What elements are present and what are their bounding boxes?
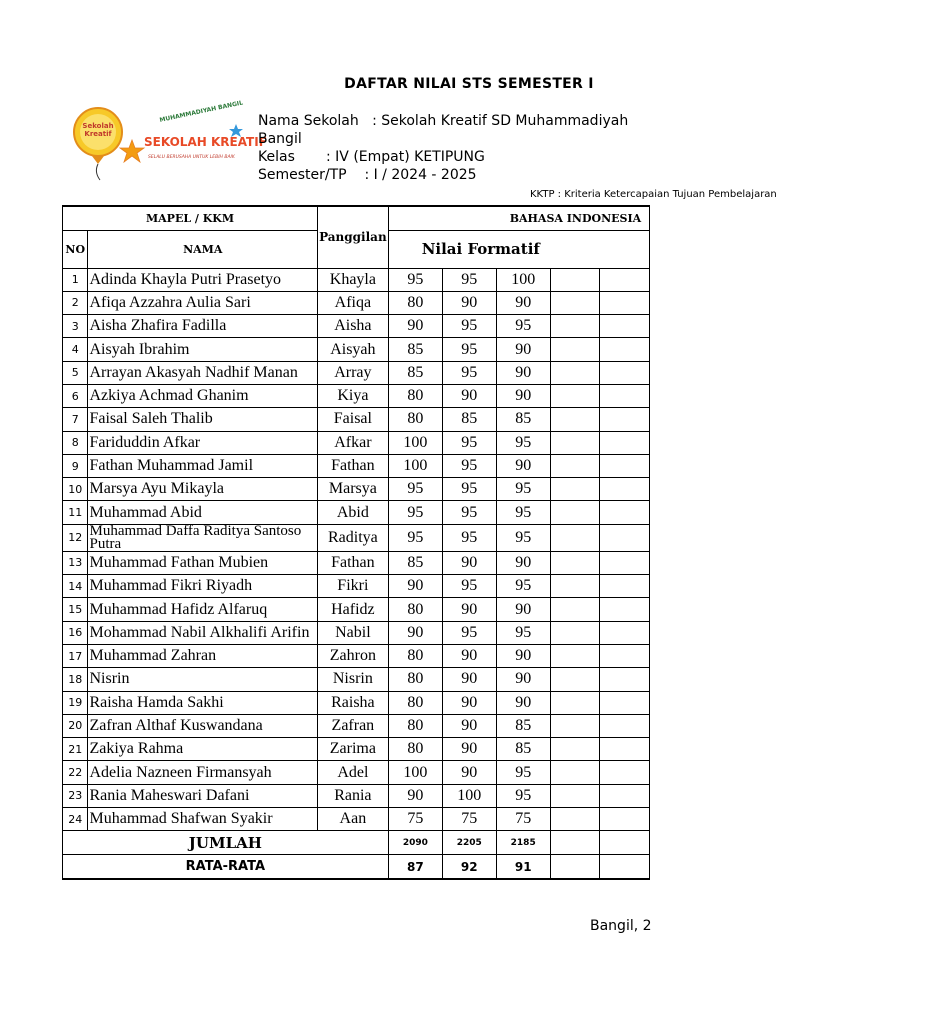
score-cell: 80 (388, 714, 442, 737)
empty-cell (550, 784, 600, 807)
score-cell: 100 (443, 784, 497, 807)
score-cell: 80 (388, 644, 442, 667)
class-value: : IV (Empat) KETIPUNG (326, 149, 485, 165)
student-name: Muhammad Hafidz Alfaruq (88, 598, 318, 621)
score-cell: 80 (388, 668, 442, 691)
kktp-note: KKTP : Kriteria Ketercapaian Tujuan Pembelajaran (530, 189, 777, 200)
table-row (63, 361, 650, 384)
score-cell: 90 (443, 291, 497, 314)
empty-cell (550, 644, 600, 667)
score-cell: 95 (443, 315, 497, 338)
score-cell: 95 (443, 524, 497, 551)
empty-cell (600, 338, 650, 361)
school-value-cont: Bangil (258, 131, 302, 147)
panggilan-header: Panggilan (318, 206, 389, 268)
student-name: Marsya Ayu Mikayla (88, 478, 318, 501)
student-name: Afiqa Azzahra Aulia Sari (88, 291, 318, 314)
score-cell: 80 (388, 408, 442, 431)
empty-cell (550, 524, 600, 551)
empty-cell (550, 598, 600, 621)
row-number: 10 (63, 478, 88, 501)
empty-cell (550, 454, 600, 477)
empty-cell (550, 761, 600, 784)
score-cell: 90 (388, 621, 442, 644)
empty-cell (550, 361, 600, 384)
score-cell: 90 (388, 575, 442, 598)
score-cell: 90 (443, 598, 497, 621)
score-cell: 90 (496, 291, 550, 314)
empty-cell (600, 315, 650, 338)
score-cell: 90 (388, 784, 442, 807)
score-cell: 95 (388, 478, 442, 501)
student-name: Zakiya Rahma (88, 738, 318, 761)
table-row (63, 691, 650, 714)
empty-cell (600, 408, 650, 431)
jumlah-label: JUMLAH (63, 831, 389, 855)
table-row (63, 454, 650, 477)
table-row (63, 551, 650, 574)
empty-cell (600, 501, 650, 524)
student-name: Zafran Althaf Kuswandana (88, 714, 318, 737)
score-cell: 95 (443, 338, 497, 361)
empty-cell (600, 384, 650, 407)
empty-cell (550, 714, 600, 737)
score-cell: 90 (443, 761, 497, 784)
student-name: Muhammad Daffa Raditya Santoso Putra (88, 524, 318, 551)
table-row (63, 408, 650, 431)
table-row (63, 784, 650, 807)
table-row (63, 714, 650, 737)
score-cell: 90 (496, 668, 550, 691)
row-number: 14 (63, 575, 88, 598)
subject-header: BAHASA INDONESIA (388, 206, 649, 230)
semester-value: : I / 2024 - 2025 (364, 167, 477, 183)
row-number: 15 (63, 598, 88, 621)
table-row (63, 501, 650, 524)
table-row (63, 738, 650, 761)
empty-cell (600, 714, 650, 737)
score-cell: 90 (443, 644, 497, 667)
table-row (63, 384, 650, 407)
student-nickname: Zahron (318, 644, 389, 667)
table-row (63, 338, 650, 361)
score-cell: 95 (388, 268, 442, 291)
empty-cell (600, 575, 650, 598)
student-name: Raisha Hamda Sakhi (88, 691, 318, 714)
score-cell: 85 (496, 714, 550, 737)
empty-cell (550, 501, 600, 524)
score-cell: 90 (496, 691, 550, 714)
score-cell: 100 (388, 454, 442, 477)
empty-cell (550, 431, 600, 454)
student-nickname: Aisyah (318, 338, 389, 361)
score-cell: 95 (443, 621, 497, 644)
no-header: NO (63, 230, 88, 268)
score-cell: 90 (443, 691, 497, 714)
row-number: 4 (63, 338, 88, 361)
table-row (63, 808, 650, 831)
school-label: Nama Sekolah (258, 113, 359, 129)
rata-value: 92 (443, 855, 497, 879)
score-cell: 95 (496, 524, 550, 551)
score-cell: 75 (388, 808, 442, 831)
student-nickname: Rania (318, 784, 389, 807)
score-cell: 95 (496, 478, 550, 501)
student-name: Mohammad Nabil Alkhalifi Arifin (88, 621, 318, 644)
score-cell: 90 (443, 714, 497, 737)
rata-value: 87 (388, 855, 442, 879)
empty-cell (600, 761, 650, 784)
empty-cell (600, 431, 650, 454)
score-cell: 100 (496, 268, 550, 291)
row-number: 1 (63, 268, 88, 291)
school-value: : Sekolah Kreatif SD Muhammadiyah (372, 113, 629, 129)
student-nickname: Afkar (318, 431, 389, 454)
score-cell: 95 (443, 575, 497, 598)
student-nickname: Fathan (318, 551, 389, 574)
student-nickname: Afiqa (318, 291, 389, 314)
score-cell: 95 (496, 761, 550, 784)
score-cell: 90 (496, 338, 550, 361)
empty-cell (600, 268, 650, 291)
logo-left-line1: Sekolah (82, 122, 114, 130)
student-name: Adelia Nazneen Firmansyah (88, 761, 318, 784)
empty-cell (550, 808, 600, 831)
student-nickname: Array (318, 361, 389, 384)
student-nickname: Zarima (318, 738, 389, 761)
student-name: Fathan Muhammad Jamil (88, 454, 318, 477)
jumlah-value: 2205 (443, 831, 497, 855)
score-cell: 95 (443, 268, 497, 291)
table-row (63, 668, 650, 691)
student-nickname: Marsya (318, 478, 389, 501)
jumlah-value: 2090 (388, 831, 442, 855)
empty-cell (600, 524, 650, 551)
logo-right-main: SEKOLAH KREATIF (144, 135, 267, 149)
student-name: Rania Maheswari Dafani (88, 784, 318, 807)
empty-cell (600, 784, 650, 807)
rata-value: 91 (496, 855, 550, 879)
empty-cell (600, 738, 650, 761)
empty-cell (600, 454, 650, 477)
empty-cell (600, 691, 650, 714)
formatif-header: Nilai Formatif (388, 230, 649, 268)
student-name: Azkiya Achmad Ghanim (88, 384, 318, 407)
student-nickname: Adel (318, 761, 389, 784)
student-name: Muhammad Fikri Riyadh (88, 575, 318, 598)
table-row (63, 524, 650, 551)
student-name: Aisha Zhafira Fadilla (88, 315, 318, 338)
empty-cell (600, 291, 650, 314)
empty-cell (550, 338, 600, 361)
student-nickname: Faisal (318, 408, 389, 431)
signature-place: Bangil, 2 (590, 918, 652, 934)
student-name: Faisal Saleh Thalib (88, 408, 318, 431)
score-cell: 90 (496, 361, 550, 384)
row-number: 12 (63, 524, 88, 551)
score-cell: 90 (496, 598, 550, 621)
empty-cell (600, 621, 650, 644)
row-number: 13 (63, 551, 88, 574)
empty-cell (600, 361, 650, 384)
row-number: 21 (63, 738, 88, 761)
student-nickname: Kiya (318, 384, 389, 407)
row-number: 7 (63, 408, 88, 431)
empty-cell (600, 551, 650, 574)
score-cell: 85 (496, 408, 550, 431)
row-number: 2 (63, 291, 88, 314)
row-number: 18 (63, 668, 88, 691)
row-number: 6 (63, 384, 88, 407)
score-cell: 80 (388, 384, 442, 407)
empty-cell (550, 691, 600, 714)
row-number: 24 (63, 808, 88, 831)
empty-cell (550, 478, 600, 501)
table-row (63, 644, 650, 667)
row-number: 3 (63, 315, 88, 338)
logo-right-tagline: SELALU BERUSAHA UNTUK LEBIH BAIK (148, 155, 235, 160)
score-cell: 90 (443, 384, 497, 407)
score-cell: 95 (443, 431, 497, 454)
empty-cell (600, 644, 650, 667)
score-cell: 100 (388, 761, 442, 784)
score-cell: 75 (443, 808, 497, 831)
empty-cell (550, 384, 600, 407)
table-row (63, 431, 650, 454)
score-cell: 90 (388, 315, 442, 338)
student-name: Fariduddin Afkar (88, 431, 318, 454)
table-row (63, 761, 650, 784)
logo-right-top: MUHAMMADIYAH BANGIL (158, 99, 244, 124)
table-row (63, 268, 650, 291)
student-nickname: Fikri (318, 575, 389, 598)
table-row (63, 291, 650, 314)
empty-cell (550, 575, 600, 598)
score-cell: 85 (388, 361, 442, 384)
student-nickname: Abid (318, 501, 389, 524)
row-number: 9 (63, 454, 88, 477)
row-number: 8 (63, 431, 88, 454)
student-nickname: Hafidz (318, 598, 389, 621)
row-number: 20 (63, 714, 88, 737)
student-nickname: Raisha (318, 691, 389, 714)
empty-cell (550, 268, 600, 291)
score-cell: 90 (496, 454, 550, 477)
jumlah-value: 2185 (496, 831, 550, 855)
student-nickname: Aisha (318, 315, 389, 338)
empty-cell (550, 668, 600, 691)
row-number: 5 (63, 361, 88, 384)
score-cell: 95 (496, 501, 550, 524)
student-name: Muhammad Abid (88, 501, 318, 524)
empty-cell (600, 668, 650, 691)
student-nickname: Nabil (318, 621, 389, 644)
logo-left-line2: Kreatif (84, 130, 112, 138)
grades-table (62, 205, 650, 880)
score-cell: 90 (443, 551, 497, 574)
score-cell: 75 (496, 808, 550, 831)
empty-cell (550, 738, 600, 761)
student-nickname: Nisrin (318, 668, 389, 691)
score-cell: 90 (443, 668, 497, 691)
table-row (63, 621, 650, 644)
empty-cell (600, 478, 650, 501)
student-nickname: Aan (318, 808, 389, 831)
score-cell: 95 (388, 524, 442, 551)
empty-cell (600, 598, 650, 621)
table-row (63, 575, 650, 598)
score-cell: 85 (388, 338, 442, 361)
score-cell: 95 (443, 478, 497, 501)
student-name: Muhammad Fathan Mubien (88, 551, 318, 574)
score-cell: 80 (388, 598, 442, 621)
score-cell: 80 (388, 691, 442, 714)
score-cell: 100 (388, 431, 442, 454)
score-cell: 90 (496, 551, 550, 574)
row-number: 22 (63, 761, 88, 784)
score-cell: 90 (496, 384, 550, 407)
score-cell: 95 (388, 501, 442, 524)
empty-cell (550, 315, 600, 338)
student-name: Aisyah Ibrahim (88, 338, 318, 361)
score-cell: 95 (496, 621, 550, 644)
score-cell: 85 (388, 551, 442, 574)
score-cell: 95 (496, 575, 550, 598)
nama-header: NAMA (88, 230, 318, 268)
student-name: Arrayan Akasyah Nadhif Manan (88, 361, 318, 384)
student-nickname: Zafran (318, 714, 389, 737)
table-row (63, 315, 650, 338)
empty-cell (550, 621, 600, 644)
student-name: Muhammad Zahran (88, 644, 318, 667)
table-row (63, 598, 650, 621)
score-cell: 95 (496, 431, 550, 454)
student-nickname: Raditya (318, 524, 389, 551)
class-label: Kelas (258, 149, 295, 165)
empty-cell (600, 808, 650, 831)
semester-label: Semester/TP (258, 167, 347, 183)
score-cell: 85 (496, 738, 550, 761)
row-number: 11 (63, 501, 88, 524)
mapel-header: MAPEL / KKM (63, 206, 318, 230)
score-cell: 95 (443, 501, 497, 524)
score-cell: 80 (388, 291, 442, 314)
empty-cell (550, 291, 600, 314)
document-title: DAFTAR NILAI STS SEMESTER I (344, 76, 594, 92)
row-number: 16 (63, 621, 88, 644)
student-nickname: Khayla (318, 268, 389, 291)
row-number: 17 (63, 644, 88, 667)
row-number: 23 (63, 784, 88, 807)
score-cell: 95 (443, 361, 497, 384)
score-cell: 90 (496, 644, 550, 667)
score-cell: 85 (443, 408, 497, 431)
score-cell: 95 (443, 454, 497, 477)
student-name: Adinda Khayla Putri Prasetyo (88, 268, 318, 291)
student-name: Muhammad Shafwan Syakir (88, 808, 318, 831)
score-cell: 90 (443, 738, 497, 761)
score-cell: 95 (496, 315, 550, 338)
student-nickname: Fathan (318, 454, 389, 477)
row-number: 19 (63, 691, 88, 714)
empty-cell (550, 408, 600, 431)
score-cell: 95 (496, 784, 550, 807)
rata-label: RATA-RATA (63, 855, 389, 879)
empty-cell (550, 551, 600, 574)
table-row (63, 478, 650, 501)
score-cell: 80 (388, 738, 442, 761)
student-name: Nisrin (88, 668, 318, 691)
